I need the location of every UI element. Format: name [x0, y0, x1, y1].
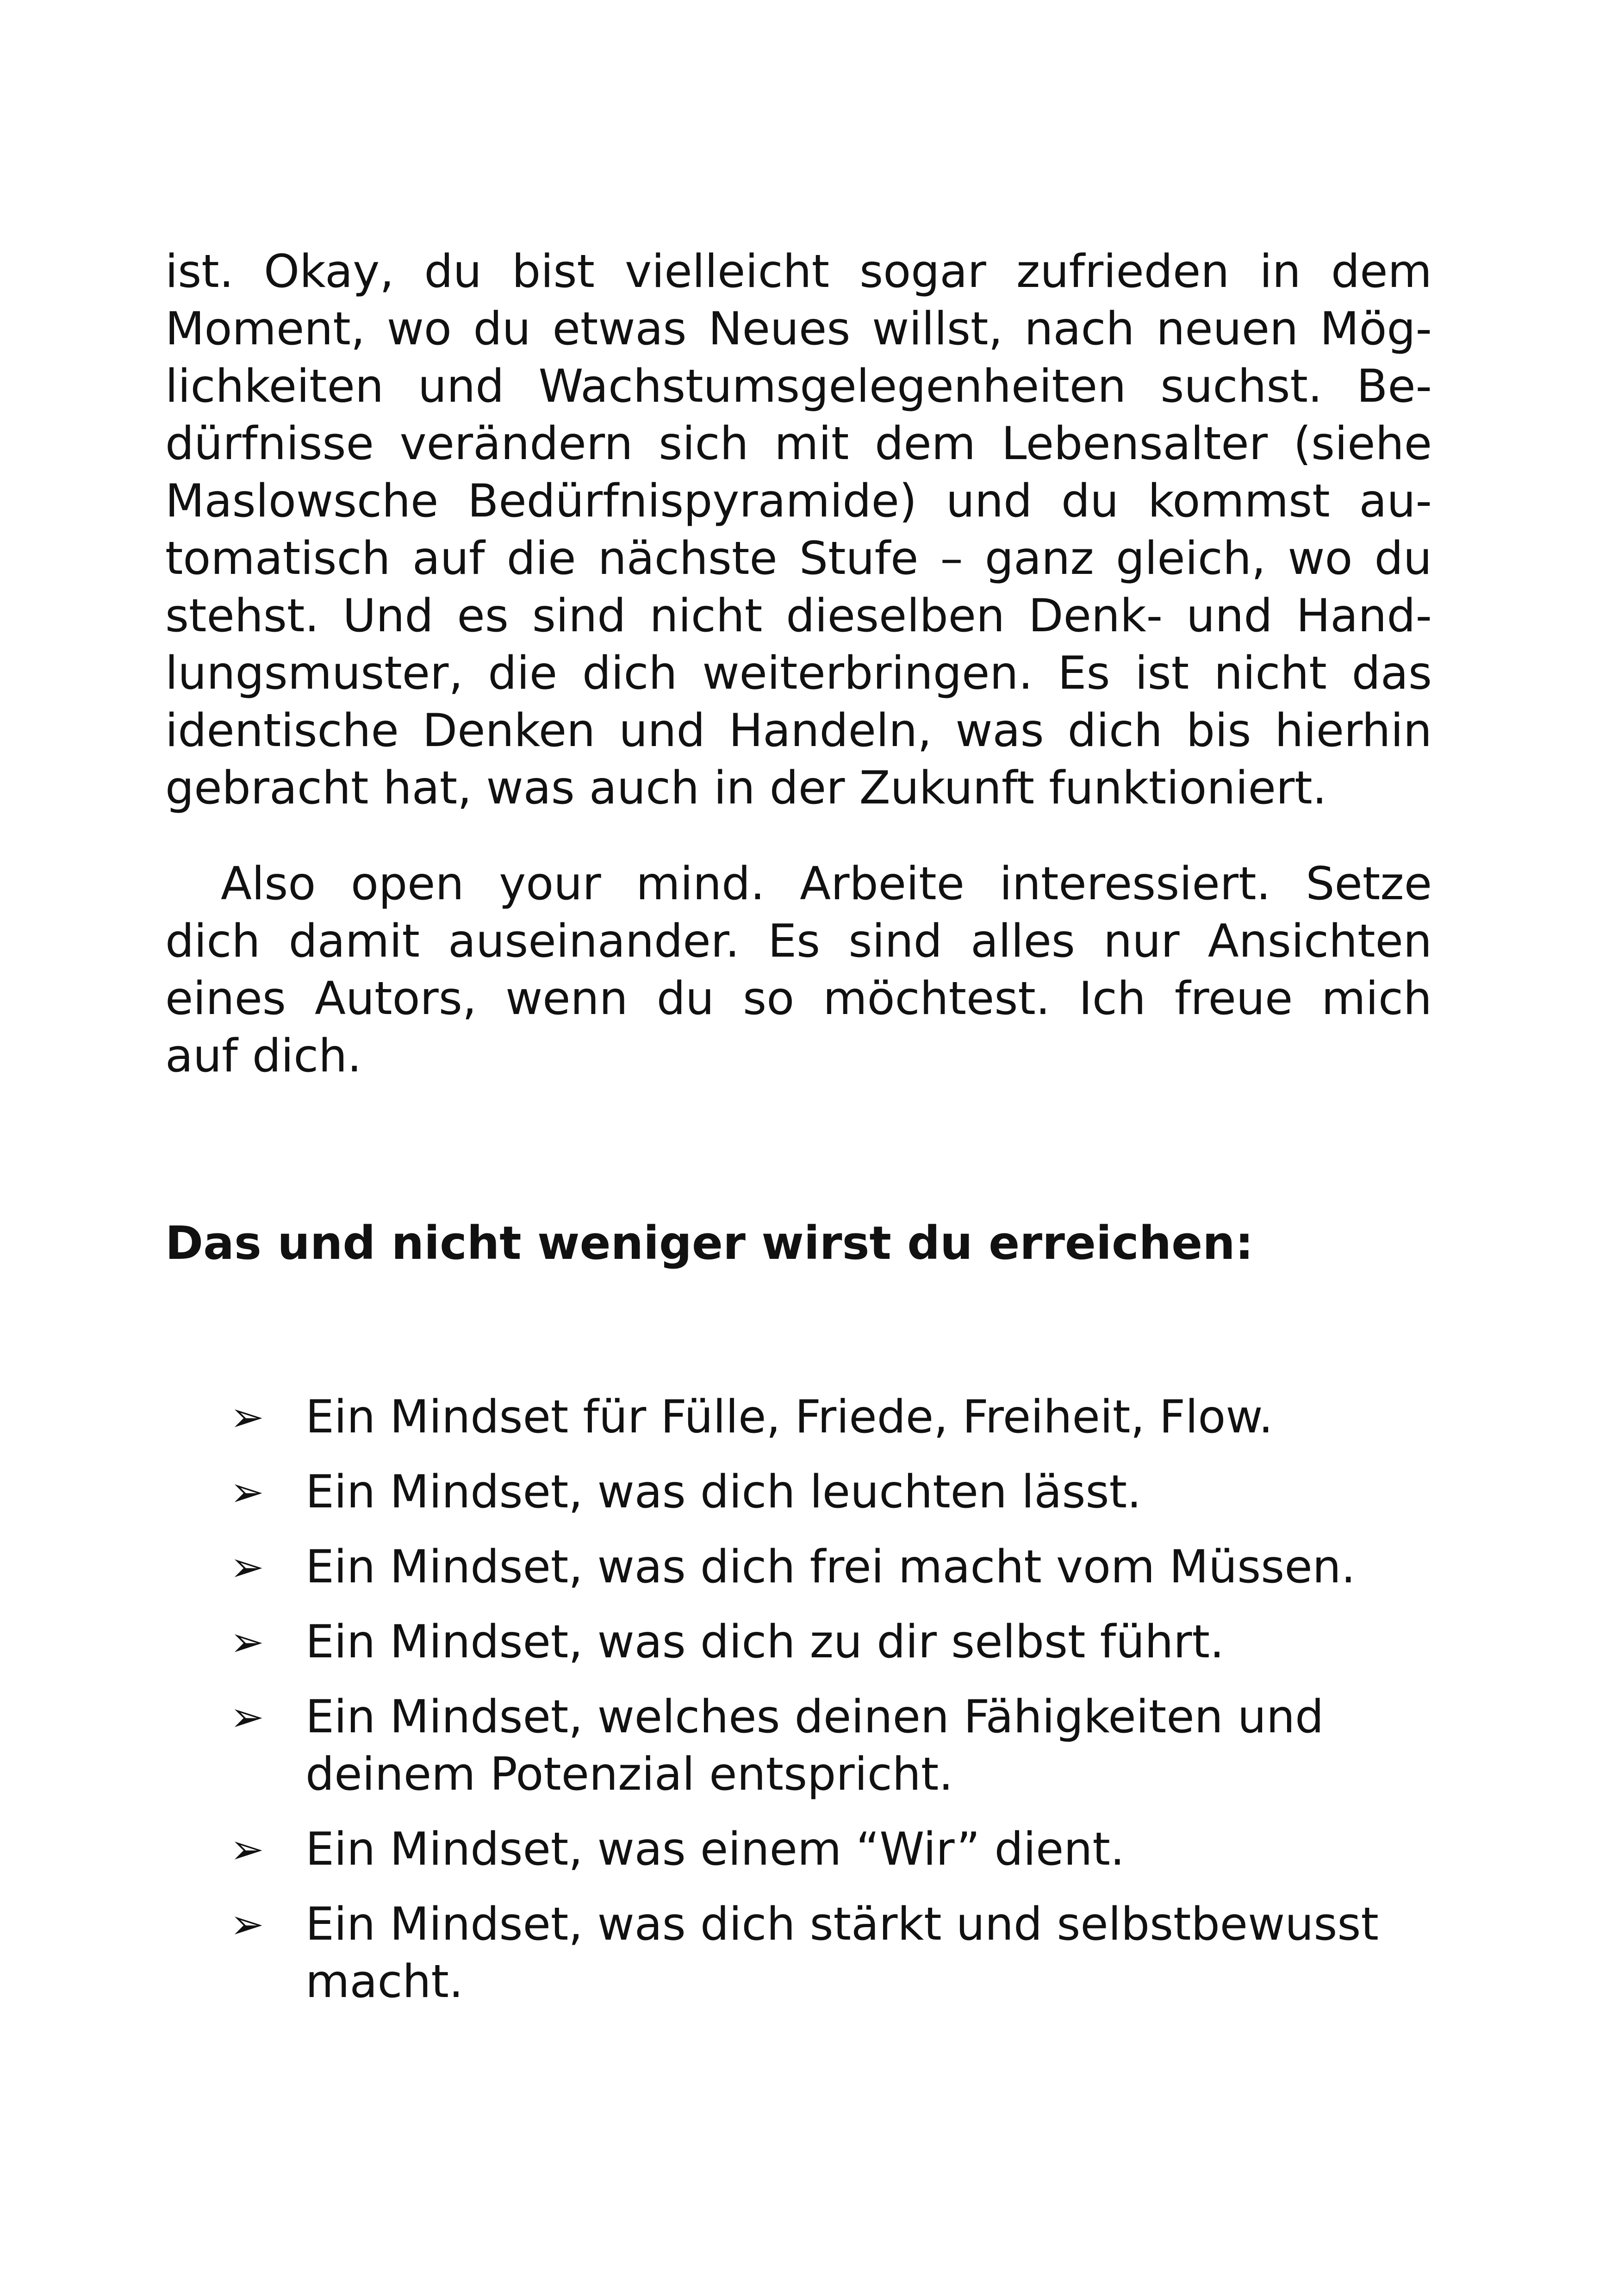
list-item	[230, 1613, 1489, 1671]
body-paragraph-1	[165, 243, 1432, 817]
list-item-text: Ein Mindset für Fülle, Friede, Freiheit, Flow.	[305, 1391, 1273, 1444]
text-line: Also open your mind. Arbeite interessiert. Setze	[221, 858, 1432, 910]
text-line: tomatisch auf die nächste Stufe – ganz gleich, wo du	[165, 532, 1432, 585]
body-paragraph-2	[165, 855, 1432, 1085]
list-item	[230, 1538, 1489, 1596]
benefits-list	[230, 1388, 1489, 2028]
arrow-bullet-icon: ➢	[230, 1543, 264, 1591]
document-page	[165, 243, 1432, 2008]
arrow-bullet-icon: ➢	[230, 1693, 264, 1741]
text-line: dürfnisse verändern sich mit dem Lebensalter (siehe	[165, 417, 1432, 470]
list-item-text: Ein Mindset, was einem “Wir” dient.	[305, 1823, 1125, 1876]
arrow-bullet-icon: ➢	[230, 1393, 264, 1441]
list-item-text: Ein Mindset, was dich stärkt und selbstbewusst	[305, 1898, 1379, 1951]
list-item	[230, 1388, 1489, 1446]
list-item-text: Ein Mindset, was dich frei macht vom Müssen.	[305, 1541, 1356, 1593]
text-line: eines Autors, wenn du so möchtest. Ich freue mich	[165, 972, 1432, 1025]
text-line: Maslowsche Bedürfnispyramide) und du kommst au-	[165, 475, 1432, 528]
arrow-bullet-icon: ➢	[230, 1468, 264, 1516]
text-line: stehst. Und es sind nicht dieselben Denk- und Hand-	[165, 590, 1432, 642]
arrow-bullet-icon: ➢	[230, 1900, 264, 1948]
text-line: lungsmuster, die dich weiterbringen. Es ist nicht das	[165, 647, 1432, 700]
list-item-text: deinem Potenzial entspricht.	[305, 1748, 953, 1801]
text-line: identische Denken und Handeln, was dich bis hierhin	[165, 704, 1432, 757]
list-item	[230, 1821, 1489, 1878]
text-line: gebracht hat, was auch in der Zukunft funktioniert.	[165, 762, 1327, 815]
arrow-bullet-icon: ➢	[230, 1825, 264, 1873]
text-line: dich damit auseinander. Es sind alles nur Ansichten	[165, 915, 1432, 968]
list-item-text: Ein Mindset, was dich leuchten lässt.	[305, 1466, 1142, 1518]
list-item	[230, 1463, 1489, 1521]
list-item	[230, 1896, 1489, 2010]
list-item-text: Ein Mindset, welches deinen Fähigkeiten und	[305, 1691, 1324, 1743]
section-heading: Das und nicht weniger wirst du erreichen:	[165, 1217, 1254, 1270]
text-line: Moment, wo du etwas Neues willst, nach neuen Mög-	[165, 303, 1432, 355]
text-line: lichkeiten und Wachstumsgelegenheiten suchst. Be-	[165, 360, 1432, 413]
arrow-bullet-icon: ➢	[230, 1618, 264, 1666]
list-item-text: macht.	[305, 1955, 464, 2008]
list-item-text: Ein Mindset, was dich zu dir selbst führt.	[305, 1616, 1225, 1668]
list-item	[230, 1688, 1489, 1803]
text-line: ist. Okay, du bist vielleicht sogar zufrieden in dem	[165, 245, 1432, 298]
text-line: auf dich.	[165, 1030, 362, 1083]
